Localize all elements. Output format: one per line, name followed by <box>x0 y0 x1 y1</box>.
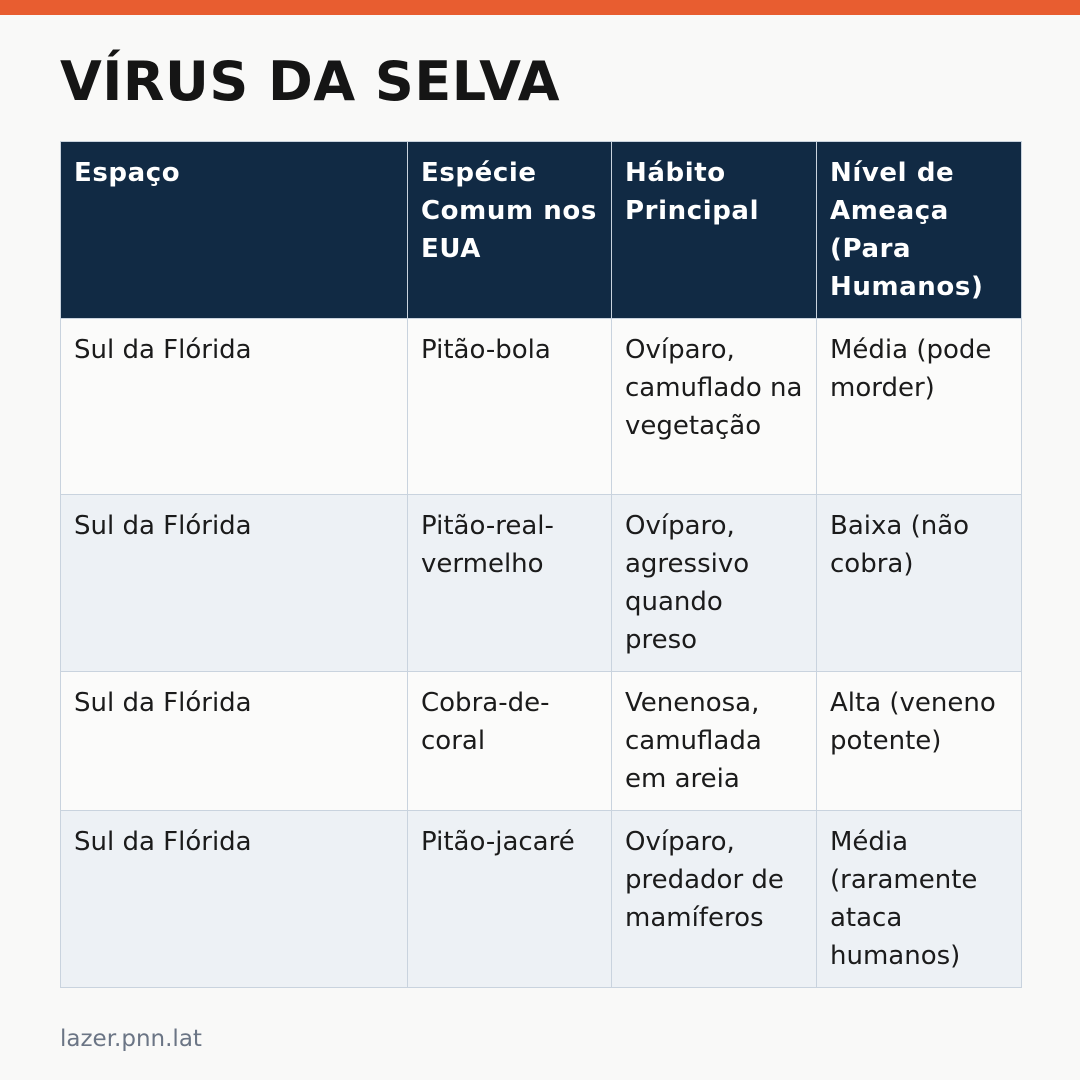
table-row <box>61 319 1022 495</box>
cell-species: Pitão-jacaré <box>408 811 612 988</box>
cell-threat: Média (pode morder) <box>817 319 1022 495</box>
table-header-row <box>61 142 1022 319</box>
table-row <box>61 672 1022 811</box>
table-row <box>61 811 1022 988</box>
cell-species: Cobra-de-coral <box>408 672 612 811</box>
cell-habit: Ovíparo, camuflado na vegetação <box>612 319 817 495</box>
cell-habit: Ovíparo, agressivo quando preso <box>612 495 817 672</box>
column-header-space: Espaço <box>61 142 408 319</box>
cell-space: Sul da Flórida <box>61 495 408 672</box>
footer-domain: lazer.pnn.lat <box>60 1026 202 1052</box>
column-header-threat: Nível de Ameaça (Para Humanos) <box>817 142 1022 319</box>
cell-species: Pitão-real-vermelho <box>408 495 612 672</box>
cell-threat: Média (raramente ataca humanos) <box>817 811 1022 988</box>
cell-species: Pitão-bola <box>408 319 612 495</box>
column-header-species: Espécie Comum nos EUA <box>408 142 612 319</box>
cell-space: Sul da Flórida <box>61 811 408 988</box>
page-title: VÍRUS DA SELVA <box>60 50 561 113</box>
cell-habit: Ovíparo, predador de mamíferos <box>612 811 817 988</box>
column-header-habit: Hábito Principal <box>612 142 817 319</box>
data-table <box>60 141 1022 988</box>
cell-space: Sul da Flórida <box>61 672 408 811</box>
table-row <box>61 495 1022 672</box>
cell-threat: Alta (veneno potente) <box>817 672 1022 811</box>
cell-habit: Venenosa, camuflada em areia <box>612 672 817 811</box>
cell-space: Sul da Flórida <box>61 319 408 495</box>
top-accent-bar <box>0 0 1080 15</box>
cell-threat: Baixa (não cobra) <box>817 495 1022 672</box>
